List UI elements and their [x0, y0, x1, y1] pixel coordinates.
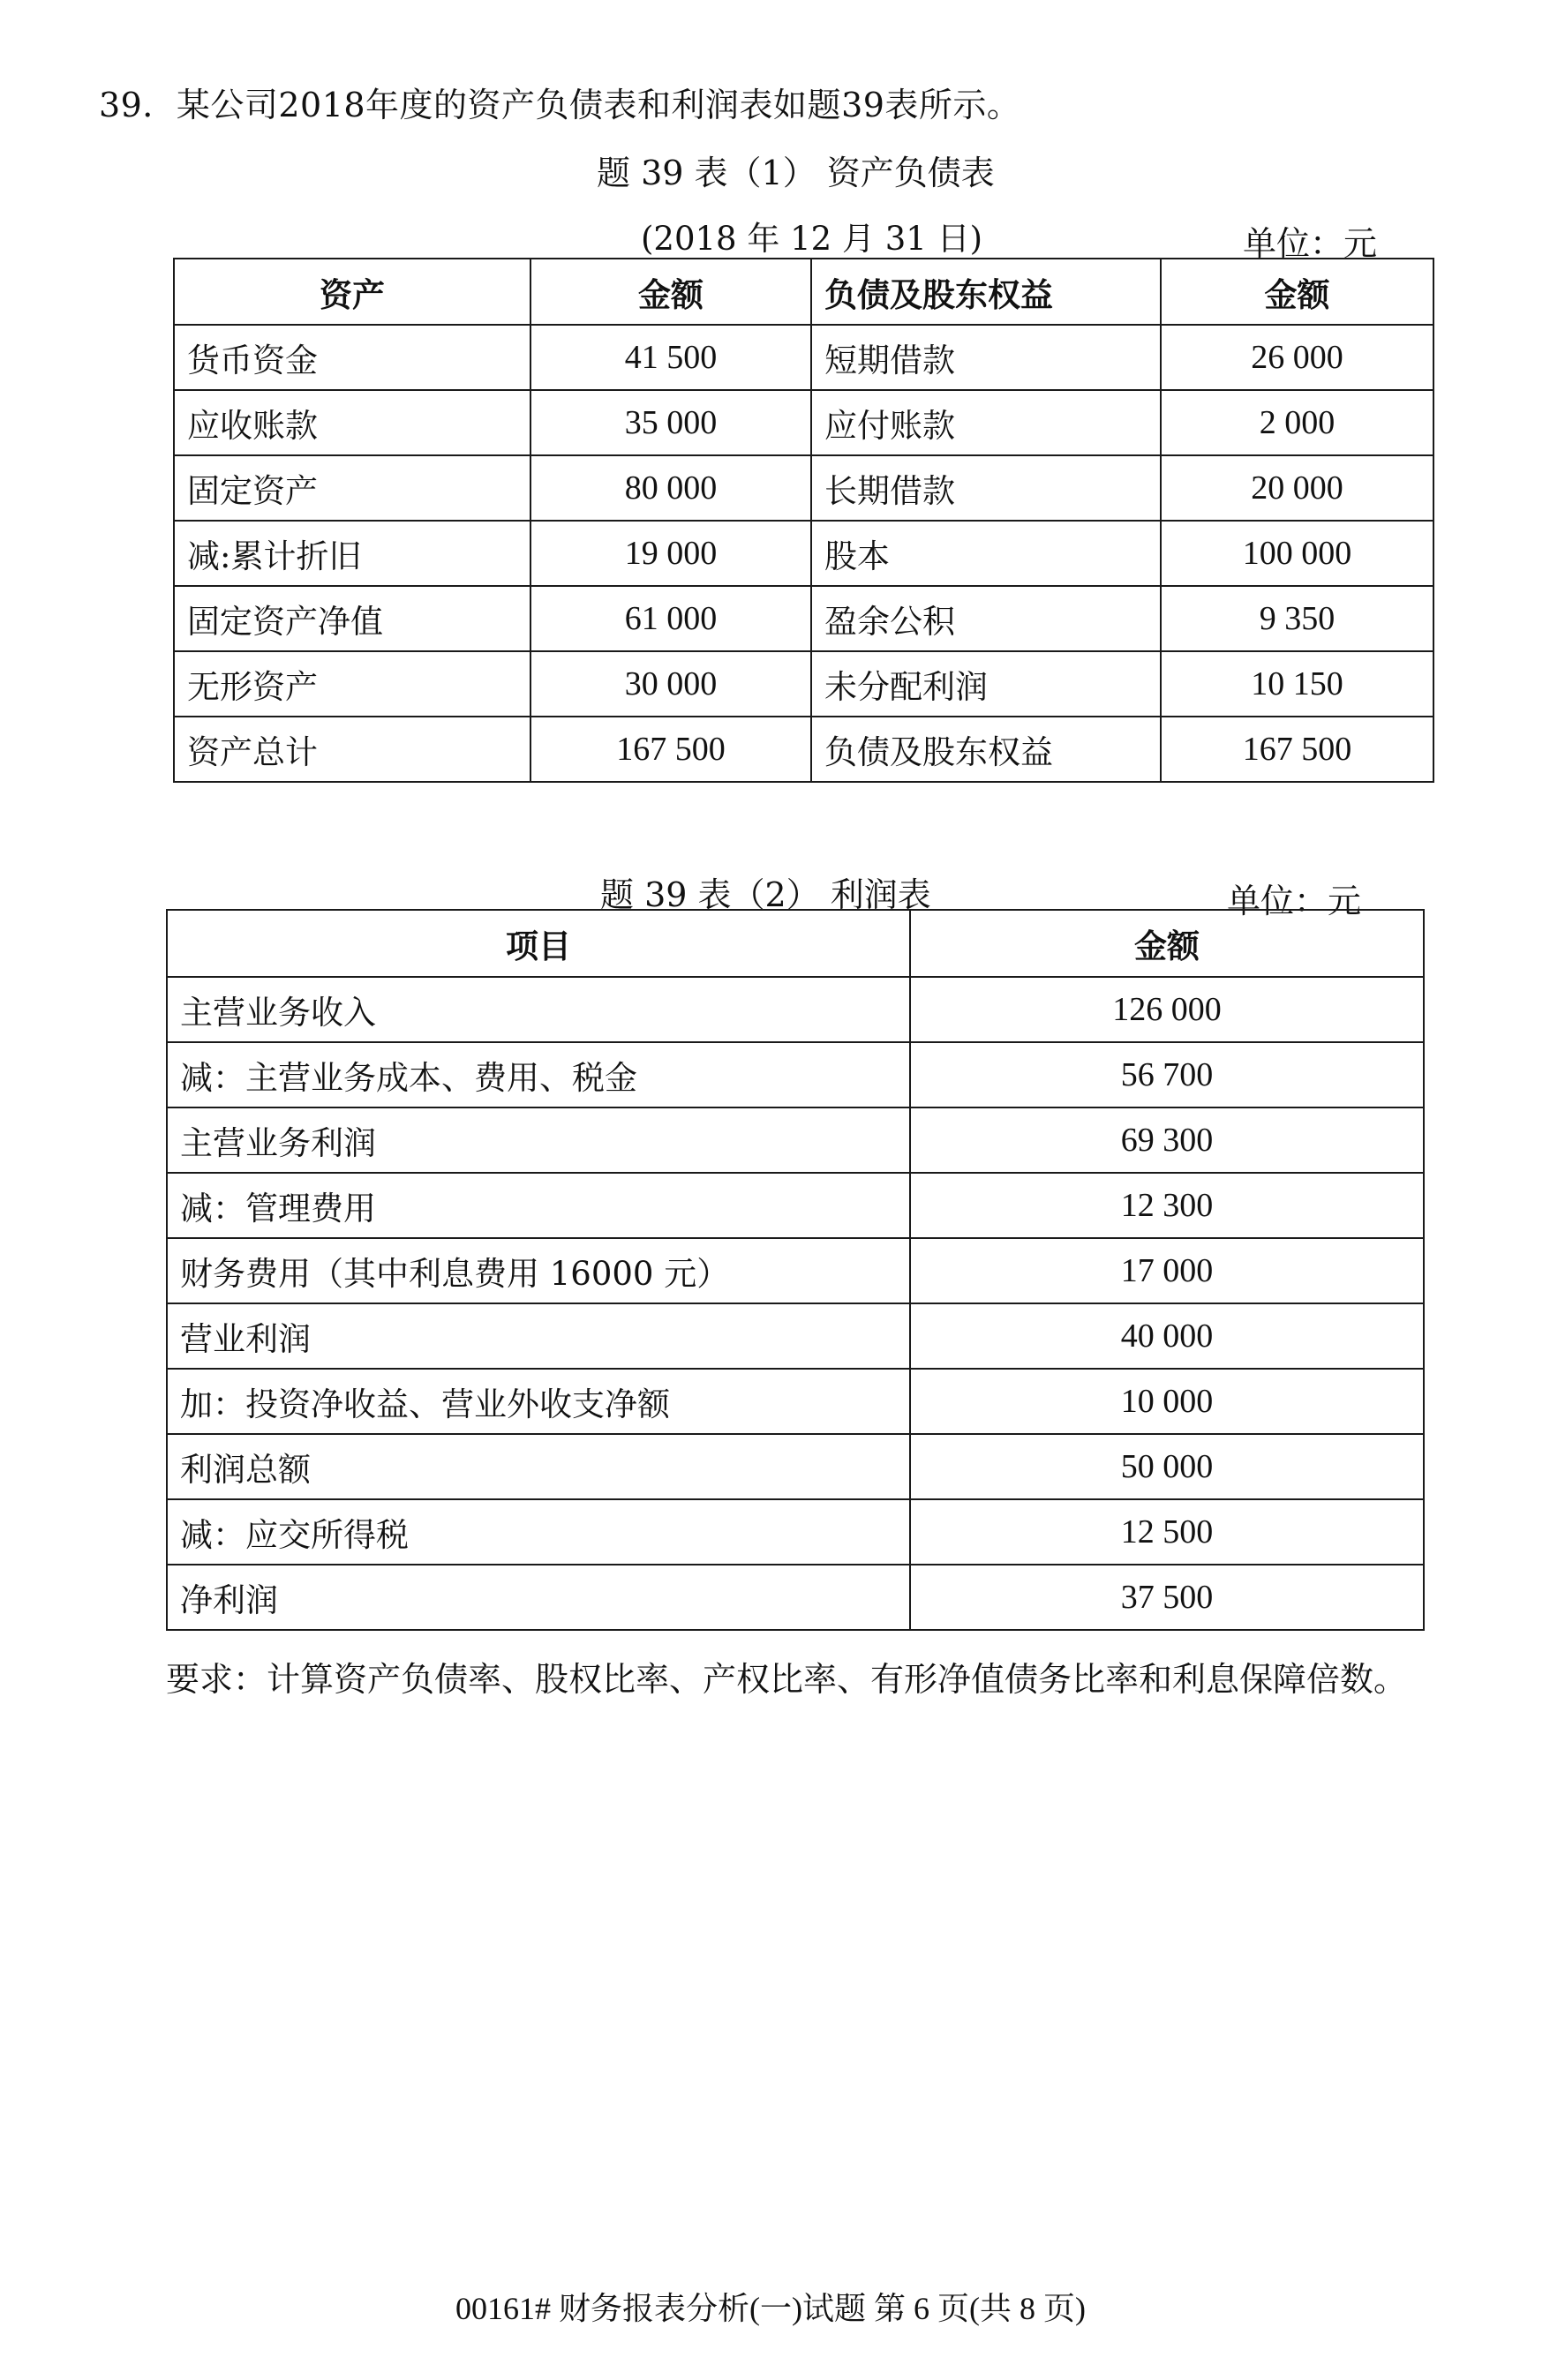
asset-label: 减:累计折旧: [174, 521, 530, 586]
header-liability: 负债及股东权益: [811, 259, 1161, 325]
liability-amount: 100 000: [1161, 521, 1433, 586]
asset-amount: 80 000: [530, 455, 811, 521]
asset-amount: 35 000: [530, 390, 811, 455]
asset-amount: 61 000: [530, 586, 811, 651]
requirement-text: 要求：计算资产负债率、股权比率、产权比率、有形净值债务比率和利息保障倍数。: [166, 1660, 1408, 1699]
header-amount: 金额: [910, 910, 1424, 977]
table-row: [174, 586, 1433, 651]
item-amount: 69 300: [910, 1107, 1424, 1173]
table-row: [167, 1369, 1424, 1434]
table-row: [167, 1499, 1424, 1565]
item-label: 主营业务收入: [167, 977, 910, 1042]
liability-label: 应付账款: [811, 390, 1161, 455]
liability-label: 股本: [811, 521, 1161, 586]
balance-sheet-title: 题 39 表（1） 资产负债表: [597, 154, 995, 192]
item-amount: 17 000: [910, 1238, 1424, 1303]
liability-amount: 167 500: [1161, 717, 1433, 782]
table-row: [167, 977, 1424, 1042]
liability-amount: 10 150: [1161, 651, 1433, 717]
item-label: 减：应交所得税: [167, 1499, 910, 1565]
asset-label: 应收账款: [174, 390, 530, 455]
item-amount: 12 300: [910, 1173, 1424, 1238]
table-row-total: [167, 1565, 1424, 1630]
asset-label: 固定资产: [174, 455, 530, 521]
table-header-row: [167, 910, 1424, 977]
page-footer: 00161# 财务报表分析(一)试题 第 6 页(共 8 页): [455, 2291, 1086, 2326]
liability-amount: 26 000: [1161, 325, 1433, 390]
table-row: [174, 521, 1433, 586]
table-row: [167, 1107, 1424, 1173]
liability-label: 短期借款: [811, 325, 1161, 390]
item-amount: 126 000: [910, 977, 1424, 1042]
income-statement-unit: 单位：元: [1227, 882, 1362, 920]
item-label: 净利润: [167, 1565, 910, 1630]
item-amount: 37 500: [910, 1565, 1424, 1630]
table-row: [167, 1042, 1424, 1107]
liability-label: 负债及股东权益: [811, 717, 1161, 782]
liability-amount: 9 350: [1161, 586, 1433, 651]
header-asset: 资产: [174, 259, 530, 325]
table-row-total: [174, 717, 1433, 782]
liability-amount: 20 000: [1161, 455, 1433, 521]
item-label: 减：主营业务成本、费用、税金: [167, 1042, 910, 1107]
income-statement-table: [166, 909, 1425, 1631]
table-row: [174, 651, 1433, 717]
asset-amount: 41 500: [530, 325, 811, 390]
item-label: 减：管理费用: [167, 1173, 910, 1238]
item-label: 主营业务利润: [167, 1107, 910, 1173]
income-statement-title: 题 39 表（2） 利润表: [600, 875, 931, 914]
balance-sheet-unit: 单位：元: [1243, 224, 1378, 263]
liability-label: 未分配利润: [811, 651, 1161, 717]
liability-label: 盈余公积: [811, 586, 1161, 651]
item-label: 加：投资净收益、营业外收支净额: [167, 1369, 910, 1434]
liability-label: 长期借款: [811, 455, 1161, 521]
asset-label: 固定资产净值: [174, 586, 530, 651]
header-item: 项目: [167, 910, 910, 977]
table-header-row: [174, 259, 1433, 325]
table-row: [174, 325, 1433, 390]
liability-amount: 2 000: [1161, 390, 1433, 455]
item-amount: 50 000: [910, 1434, 1424, 1499]
asset-amount: 30 000: [530, 651, 811, 717]
question-text: 39．某公司2018年度的资产负债表和利润表如题39表所示。: [99, 86, 1021, 124]
balance-sheet-date: (2018 年 12 月 31 日): [641, 220, 983, 258]
table-row: [167, 1434, 1424, 1499]
table-row: [174, 455, 1433, 521]
item-amount: 12 500: [910, 1499, 1424, 1565]
asset-label: 资产总计: [174, 717, 530, 782]
item-label: 财务费用（其中利息费用 16000 元）: [167, 1238, 910, 1303]
table-row: [167, 1173, 1424, 1238]
header-liability-amount: 金额: [1161, 259, 1433, 325]
item-amount: 40 000: [910, 1303, 1424, 1369]
item-amount: 10 000: [910, 1369, 1424, 1434]
balance-sheet-table: [173, 258, 1434, 783]
item-label: 利润总额: [167, 1434, 910, 1499]
asset-amount: 167 500: [530, 717, 811, 782]
item-amount: 56 700: [910, 1042, 1424, 1107]
table-row: [167, 1303, 1424, 1369]
item-label: 营业利润: [167, 1303, 910, 1369]
asset-amount: 19 000: [530, 521, 811, 586]
table-row: [167, 1238, 1424, 1303]
header-asset-amount: 金额: [530, 259, 811, 325]
asset-label: 货币资金: [174, 325, 530, 390]
asset-label: 无形资产: [174, 651, 530, 717]
table-row: [174, 390, 1433, 455]
